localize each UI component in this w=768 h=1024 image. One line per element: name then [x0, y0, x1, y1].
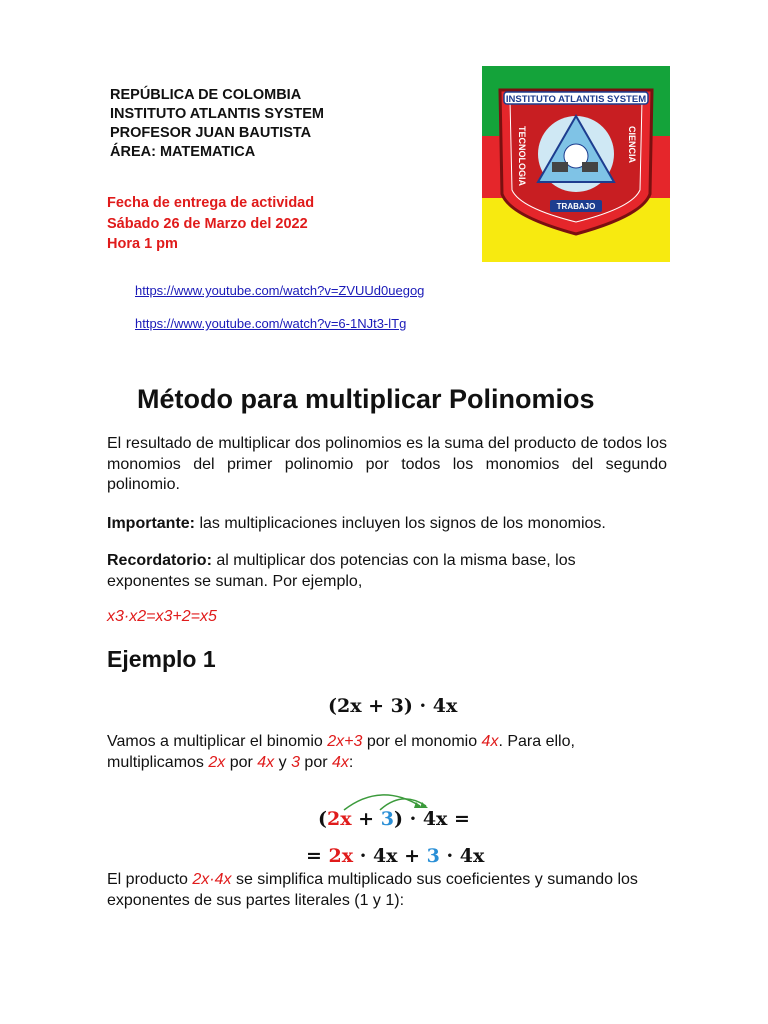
important-label: Importante:: [107, 515, 195, 532]
example-explanation: Vamos a multiplicar el binomio 2x+3 por el monomio 4x. Para ello, multiplicamos 2x por 4x y 3 por 4x:: [107, 733, 575, 771]
due-label: Fecha de entrega de actividad: [107, 195, 315, 211]
step-line-2: = 2x · 4x + 3 · 4x: [306, 845, 485, 867]
logo-left-word: TECNOLOGIA: [517, 126, 527, 186]
example-heading: Ejemplo 1: [107, 646, 216, 672]
example-formula: (2x + 3) · 4x: [328, 695, 458, 717]
header-area: ÁREA: MATEMATICA: [110, 144, 256, 160]
due-time: Hora 1 pm: [107, 236, 178, 252]
institution-header: [110, 86, 324, 162]
institute-logo: [482, 66, 670, 262]
video-link-2[interactable]: https://www.youtube.com/watch?v=6-1NJt3-lTg: [135, 316, 407, 331]
exponent-example: x3·x2=x3+2=x5: [107, 608, 217, 625]
video-links: [135, 283, 424, 331]
reminder-paragraph: [107, 551, 627, 592]
important-text: las multiplicaciones incluyen los signos de los monomios.: [195, 515, 606, 532]
product-paragraph: El producto 2x·4x se simplifica multiplicado sus coeficientes y sumando los exponentes de sus partes literales (1 y 1):: [107, 871, 638, 909]
due-date-block: [107, 193, 314, 255]
video-link-1[interactable]: https://www.youtube.com/watch?v=ZVUUd0uegog: [135, 283, 425, 298]
step-line-1: (2x + 3) · 4x =: [318, 808, 470, 830]
header-teacher: PROFESOR JUAN BAUTISTA: [110, 125, 312, 141]
header-institute: INSTITUTO ATLANTIS SYSTEM: [110, 106, 325, 122]
important-paragraph: [107, 514, 667, 535]
reminder-label: Recordatorio:: [107, 552, 212, 569]
page-title: Método para multiplicar Polinomios: [137, 384, 595, 414]
logo-banner: INSTITUTO ATLANTIS SYSTEM: [505, 94, 647, 105]
header-country: REPÚBLICA DE COLOMBIA: [110, 87, 302, 103]
reminder-text: al multiplicar dos potencias con la misma base, los exponentes se suman. Por ejemplo,: [107, 552, 576, 590]
due-date: Sábado 26 de Marzo del 2022: [107, 215, 308, 232]
logo-right-word: CIENCIA: [627, 126, 637, 164]
logo-bottom-word: TRABAJO: [556, 202, 596, 211]
intro-paragraph: El resultado de multiplicar dos polinomios es la suma del producto de todos los monomios del primer polinomio por todos los monomios del segundo polinomio.: [107, 435, 667, 493]
